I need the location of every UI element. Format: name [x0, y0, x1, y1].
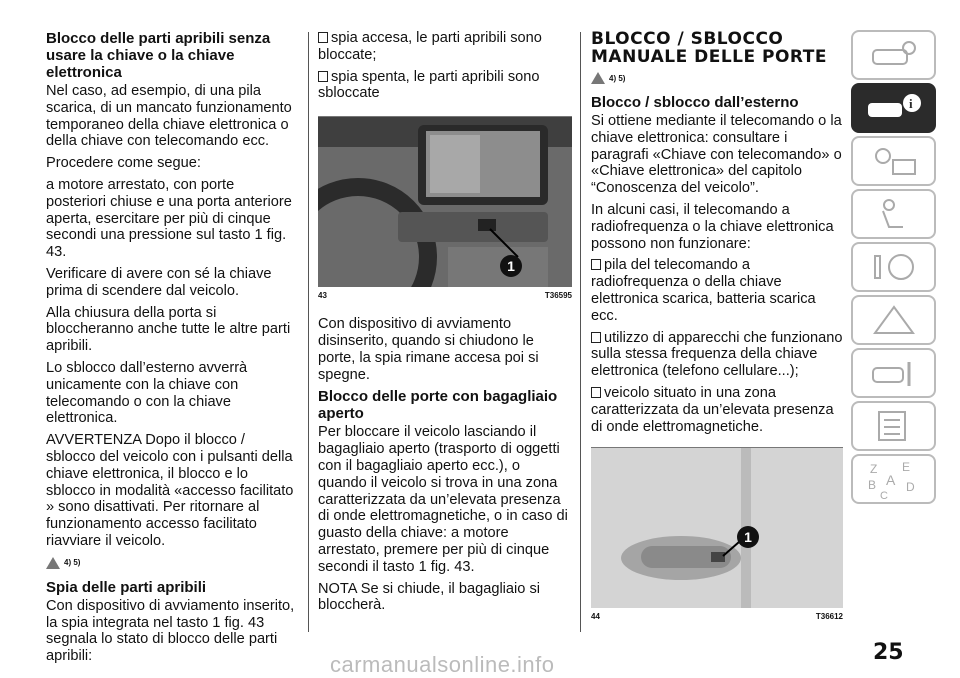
paragraph: Verificare di avere con sé la chiave prima di scendere dal veicolo.: [46, 265, 272, 299]
column-divider: [308, 32, 309, 632]
bullet-item: utilizzo di apparecchi che funzionano sulla stessa frequenza della chiave elettronica (telefono cellulare...);: [591, 329, 843, 380]
svg-text:A: A: [885, 472, 895, 488]
heading-lock-without-key: Blocco delle parti apribili senza usare la chiave o la chiave elettronica: [46, 30, 271, 81]
warning-note: AVVERTENZA Dopo il blocco / sblocco del veicolo con i pulsanti della chiave elettronica, il blocco e lo sblocco in modalità «accesso facilitato » sono disattivati. Per ritornare al funzionamento accesso facilitato riavviare il veicolo.: [46, 432, 294, 549]
paragraph: Con dispositivo di avviamento inserito, la spia integrata nel tasto 1 fig. 43 segnala lo stato di blocco delle parti apribili:: [46, 597, 295, 665]
bullet-item: veicolo situato in una zona caratterizzata da un’elevata presenza di onde elettromagnetiche.: [591, 384, 834, 435]
column-divider: [580, 32, 581, 632]
warning-reference[interactable]: [591, 70, 843, 86]
car-info-icon: [866, 91, 922, 125]
section-title: BLOCCO / SBLOCCO MANUALE DELLE PORTE: [591, 29, 827, 67]
tab-alphabet-index[interactable]: [851, 454, 936, 504]
warning-triangle-icon: [46, 557, 60, 569]
column-3: [591, 30, 843, 621]
warning-ref-text: 4) 5): [64, 558, 81, 568]
callout-badge: 1: [737, 526, 759, 548]
dashboard-photo: [318, 117, 572, 287]
bullet-item: spia spenta, le parti apribili sono sbloccate: [318, 68, 540, 102]
tab-car-wrench[interactable]: [851, 348, 936, 398]
checkbox-bullet-icon: [591, 259, 601, 270]
paragraph: Con dispositivo di avviamento disinserito, quando si chiudono le porte, la spia rimane accesa poi si spegne.: [318, 316, 539, 383]
checkbox-bullet-icon: [318, 32, 328, 43]
checkbox-bullet-icon: [591, 387, 601, 398]
note: NOTA Se si chiude, il bagagliaio si bloccherà.: [318, 580, 540, 614]
paragraph: a motore arrestato, con porte posteriori chiuse e una porta anteriore aperta, esercitare per più di cinque secondi una pressione sul tasto 1 fig. 43.: [46, 176, 292, 261]
column-2: [318, 30, 572, 619]
tab-car-search[interactable]: [851, 30, 936, 80]
paragraph: Alla chiusura della porta si bloccheranno anche tutte le altre parti apribili.: [46, 304, 291, 355]
tab-warning-lights[interactable]: [851, 136, 936, 186]
car-wrench-icon: [869, 356, 919, 390]
figure-43: [318, 116, 572, 300]
column-1: [46, 30, 298, 670]
tab-car-info[interactable]: [851, 83, 936, 133]
tab-specs-list[interactable]: [851, 401, 936, 451]
checkbox-bullet-icon: [591, 332, 601, 343]
figure-44: [591, 447, 843, 621]
paragraph: Per bloccare il veicolo lasciando il bagagliaio aperto (trasporto di oggetti con il bagagliaio aperto ecc.), o quando il veicolo si trova in una zona caratterizzata da un’elevata presenza di onde elettromagnetiche, o in caso di guasto della chiave: a motore arrestato, premere per più di cinque secondi il tasto 1 fig. 43.: [318, 424, 568, 575]
figure-code: T36595: [544, 291, 572, 301]
warning-lights-icon: [869, 144, 919, 178]
steering-key-icon: [869, 250, 919, 284]
warning-ref-text: 4) 5): [609, 73, 626, 83]
warning-reference[interactable]: [46, 555, 298, 571]
door-handle-photo: [591, 448, 843, 608]
callout-badge: 1: [500, 255, 522, 277]
alphabet-index-icon: [866, 459, 922, 499]
page-number: 25: [873, 640, 904, 665]
figure-code: T36612: [815, 612, 843, 622]
figure-caption: [318, 287, 572, 300]
chapter-tabs: [851, 30, 936, 507]
paragraph: Nel caso, ad esempio, di una pila scarica, di un mancato funzionamento temporaneo della chiave elettronica o della chiave con telecomando ecc.: [46, 83, 292, 150]
figure-number: 43: [318, 291, 327, 301]
svg-text:Z: Z: [869, 462, 877, 476]
airbag-seat-icon: [869, 197, 919, 231]
warning-triangle-icon: [591, 72, 605, 84]
paragraph: Lo sblocco dall’esterno avverrà unicamente con la chiave con telecomando o con la chiave elettronica.: [46, 359, 248, 427]
car-search-icon: [869, 38, 919, 72]
paragraph: Procedere come segue:: [46, 155, 201, 172]
watermark: carmanualsonline.info: [330, 652, 555, 677]
checkbox-bullet-icon: [318, 71, 328, 82]
warning-triangle-icon: [869, 303, 919, 337]
heading-door-indicator: Spia delle parti apribili: [46, 578, 207, 596]
paragraph: Si ottiene mediante il telecomando o la chiave elettronica: consultare i paragrafi «Chiave con telecomando» o «Chiave elettronica» del capitolo “Conoscenza del veicolo”.: [591, 113, 842, 197]
heading-lock-from-outside: Blocco / sblocco dall’esterno: [591, 94, 799, 111]
tab-steering-key[interactable]: [851, 242, 936, 292]
tab-airbag-seat[interactable]: [851, 189, 936, 239]
paragraph: In alcuni casi, il telecomando a radiofrequenza o la chiave elettronica possono non funzionare:: [591, 201, 834, 252]
svg-text:C: C: [879, 490, 888, 499]
figure-caption: [591, 608, 843, 621]
heading-lock-trunk-open: Blocco delle porte con bagagliaio aperto: [318, 388, 558, 423]
svg-text:i: i: [908, 96, 913, 111]
tab-warning-triangle[interactable]: [851, 295, 936, 345]
bullet-item: pila del telecomando a radiofrequenza o della chiave elettronica scarica, batteria scarica ecc.: [591, 257, 816, 324]
svg-text:E: E: [901, 460, 910, 474]
bullet-item: spia accesa, le parti apribili sono bloccate;: [318, 30, 542, 63]
svg-text:B: B: [867, 478, 876, 492]
specs-list-icon: [869, 409, 919, 443]
figure-number: 44: [591, 612, 600, 622]
svg-text:D: D: [905, 480, 915, 494]
